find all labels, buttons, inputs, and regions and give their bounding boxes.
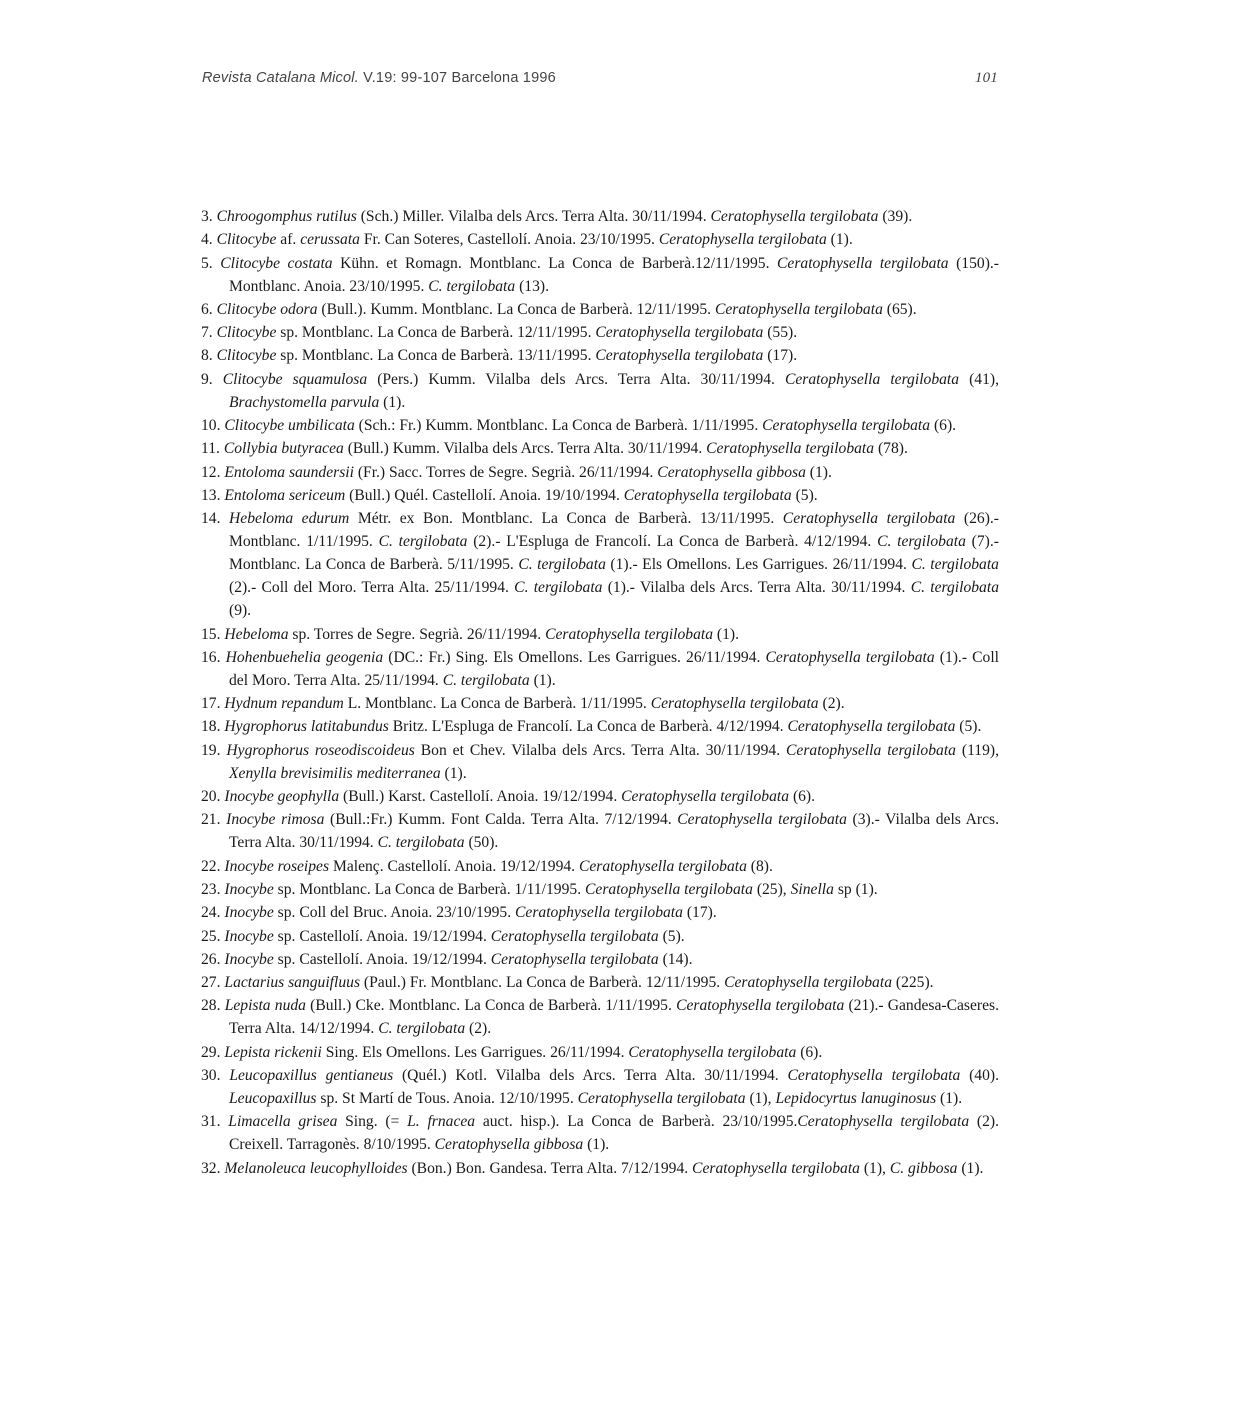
taxon-name: Inocybe geophylla <box>224 788 340 806</box>
list-item <box>201 1064 999 1110</box>
taxon-name: C. tergilobata <box>378 533 468 551</box>
taxon-name: Ceratophysella tergilobata <box>787 718 956 736</box>
taxon-name: C. tergilobata <box>518 556 606 574</box>
page-number: 101 <box>974 70 998 86</box>
taxon-name: L. frnacea <box>407 1113 476 1131</box>
taxon-name: Clitocybe <box>216 324 277 342</box>
taxon-name: Ceratophysella tergilobata <box>676 997 845 1015</box>
taxon-name: C. tergilobata <box>378 1020 466 1038</box>
taxon-name: Ceratophysella tergilobata <box>658 231 827 249</box>
taxon-name: Hebeloma <box>224 625 289 643</box>
list-item <box>201 205 999 228</box>
entry-text: (6). <box>930 417 957 435</box>
entry-text: (39). <box>878 208 913 225</box>
taxon-name: Ceratophysella tergilobata <box>628 1043 797 1061</box>
taxon-name: Ceratophysella tergilobata <box>797 1113 970 1131</box>
list-item <box>201 715 999 738</box>
list-item <box>201 321 999 344</box>
entry-text: Sing. (= <box>337 1113 408 1131</box>
entry-text: (1).- Coll del Moro. Terra Alta. 25/11/1994. <box>229 648 999 689</box>
taxon-name: Ceratophysella tergilobata <box>515 904 683 922</box>
entry-text: (9). <box>229 602 252 620</box>
entry-text: (25), <box>752 880 791 898</box>
entry-number: 21. <box>201 811 221 829</box>
taxon-name: Ceratophysella tergilobata <box>765 648 935 666</box>
list-item <box>201 808 999 854</box>
entry-text: (Quél.) Kotl. Vilalba dels Arcs. Terra Alta. 30/11/1994. <box>393 1067 788 1085</box>
entry-text: (Bull.) Karst. Castellolí. Anoia. 19/12/1994. <box>339 788 622 806</box>
taxon-name: Clitocybe <box>216 231 277 249</box>
entry-number: 16. <box>201 648 221 666</box>
list-item <box>201 948 999 971</box>
taxon-name: Inocybe roseipes <box>224 857 330 875</box>
list-item <box>201 1157 999 1180</box>
entry-text: (1). <box>957 1159 984 1177</box>
entry-text: (14). <box>658 950 693 968</box>
entry-number: 5. <box>201 254 213 272</box>
taxon-name: Ceratophysella tergilobata <box>677 811 847 829</box>
taxon-name: Brachystomella parvula <box>229 393 380 411</box>
entry-text: (1). <box>936 1090 963 1108</box>
taxon-name: Ceratophysella tergilobata <box>623 486 792 504</box>
entry-text: (55). <box>763 324 798 342</box>
entry-number: 26. <box>201 950 221 968</box>
taxon-name: Sinella <box>790 880 834 898</box>
taxon-name: Clitocybe <box>216 347 277 365</box>
entry-text: (17). <box>763 347 798 365</box>
list-item <box>201 623 999 646</box>
entry-text: (Paul.) Fr. Montblanc. La Conca de Barberà. 12/11/1995. <box>360 974 725 992</box>
taxon-name: Leucopaxillus gentianeus <box>229 1067 394 1085</box>
entry-text: af. <box>276 231 301 249</box>
entry-number: 24. <box>201 904 221 922</box>
entry-text: (150).- Montblanc. Anoia. 23/10/1995. <box>229 254 999 295</box>
taxon-name: Ceratophysella tergilobata <box>777 254 949 272</box>
entry-text: (1). <box>805 463 832 481</box>
taxon-name: Inocybe rimosa <box>226 811 325 829</box>
taxon-name: Ceratophysella tergilobata <box>782 510 956 528</box>
entry-text: (5). <box>955 718 982 736</box>
entry-number: 7. <box>201 324 213 342</box>
entry-number: 6. <box>201 300 213 318</box>
entry-text: (17). <box>682 904 717 922</box>
entry-text: (1). <box>713 625 740 643</box>
entry-text: sp. Castellolí. Anoia. 19/12/1994. <box>273 950 491 968</box>
entry-text: (41), <box>959 370 999 388</box>
entry-text: (50). <box>464 834 499 852</box>
taxon-name: Ceratophysella tergilobata <box>650 695 819 713</box>
list-item <box>201 994 999 1040</box>
list-item <box>201 855 999 878</box>
entry-text: Britz. L'Espluga de Francolí. La Conca de Barberà. 4/12/1994. <box>388 718 788 736</box>
entry-text: (78). <box>874 440 908 458</box>
entry-text: (1).- Vilalba dels Arcs. Terra Alta. 30/11/1994. <box>602 579 911 597</box>
taxon-name: Inocybe <box>224 880 274 898</box>
entry-text: (3).- Vilalba dels Arcs. Terra Alta. 30/11/1994. <box>229 811 999 852</box>
entry-text: (Fr.) Sacc. Torres de Segre. Segrià. 26/11/1994. <box>353 463 658 481</box>
entry-text: (13). <box>515 277 549 295</box>
list-item <box>201 461 999 484</box>
volume-info: V.19: 99-107 Barcelona 1996 <box>363 70 556 86</box>
entry-text: (Pers.) Kumm. Vilalba dels Arcs. Terra Alta. 30/11/1994. <box>367 370 785 388</box>
entry-number: 13. <box>201 486 221 504</box>
entry-text: (Bull.) Kumm. Vilalba dels Arcs. Terra Alta. 30/11/1994. <box>343 440 707 458</box>
taxon-name: Hohenbuehelia geogenia <box>225 648 384 666</box>
entry-number: 3. <box>201 208 213 225</box>
taxon-name: Inocybe <box>224 927 274 945</box>
taxon-name: C. tergilobata <box>514 579 603 597</box>
entry-text: sp. Coll del Bruc. Anoia. 23/10/1995. <box>273 904 516 922</box>
taxon-name: Ceratophysella tergilobata <box>762 417 931 435</box>
taxon-name: Clitocybe squamulosa <box>222 370 368 388</box>
entry-text: Malenç. Castellolí. Anoia. 19/12/1994. <box>329 857 579 875</box>
taxon-name: Lepidocyrtus lanuginosus <box>775 1090 937 1108</box>
entry-text: (21).- Gandesa-Caseres. Terra Alta. 14/12/1994. <box>229 997 999 1038</box>
taxon-name: Clitocybe costata <box>220 254 333 272</box>
entry-number: 19. <box>201 741 221 759</box>
entry-text: (2).- L'Espluga de Francolí. La Conca de Barberà. 4/12/1994. <box>467 533 878 551</box>
taxon-name: Ceratophysella tergilobata <box>490 927 659 945</box>
entry-text: (6). <box>796 1043 823 1061</box>
list-item <box>201 1041 999 1064</box>
taxon-name: Ceratophysella tergilobata <box>585 880 753 898</box>
entry-text: Fr. Can Soteres, Castellolí. Anoia. 23/10/1995. <box>359 231 659 249</box>
entry-text: sp. Castellolí. Anoia. 19/12/1994. <box>273 927 491 945</box>
taxon-name: Ceratophysella tergilobata <box>714 300 883 318</box>
entry-text: L. Montblanc. La Conca de Barberà. 1/11/1995. <box>343 695 651 713</box>
entry-text: (Bull.) Cke. Montblanc. La Conca de Barberà. 1/11/1995. <box>305 997 677 1015</box>
taxon-name: Limacella grisea <box>228 1113 338 1131</box>
taxon-name: Hygrophorus roseodiscoideus <box>226 741 415 759</box>
taxon-name: Ceratophysella tergilobata <box>595 324 764 342</box>
entry-text: sp. Montblanc. La Conca de Barberà. 12/11/1995. <box>276 324 596 342</box>
taxon-name: Xenylla brevisimilis mediterranea <box>229 764 441 782</box>
list-item <box>201 785 999 808</box>
taxon-name: cerussata <box>300 231 360 249</box>
taxon-name: Ceratophysella gibbosa <box>434 1136 584 1154</box>
entry-number: 4. <box>201 231 213 249</box>
list-item <box>201 414 999 437</box>
taxon-name: Ceratophysella tergilobata <box>577 1090 746 1108</box>
list-item <box>201 437 999 460</box>
taxon-name: Ceratophysella tergilobata <box>724 974 892 992</box>
entry-text: Kühn. et Romagn. Montblanc. La Conca de Barberà.12/11/1995. <box>332 254 778 272</box>
taxon-name: Ceratophysella tergilobata <box>621 788 790 806</box>
list-item <box>201 368 999 414</box>
entry-text: (1). <box>826 231 853 249</box>
entry-number: 18. <box>201 718 221 736</box>
entry-text: (1). <box>379 393 406 411</box>
entry-text: (119), <box>955 741 999 759</box>
list-item <box>201 484 999 507</box>
taxon-name: Ceratophysella tergilobata <box>706 440 875 458</box>
entry-text: (26).- Montblanc. 1/11/1995. <box>229 510 999 551</box>
taxon-name: Lactarius sanguifluus <box>224 974 361 992</box>
entry-text: (8). <box>746 857 773 875</box>
list-item <box>201 739 999 785</box>
taxon-name: Ceratophysella gibbosa <box>657 463 806 481</box>
entry-number: 28. <box>201 997 221 1015</box>
taxon-name: Hydnum repandum <box>224 695 344 713</box>
entry-text: (1), <box>859 1159 890 1177</box>
entry-text: (7).- Montblanc. La Conca de Barberà. 5/11/1995. <box>229 533 999 574</box>
entry-number: 32. <box>201 1159 221 1177</box>
taxon-name: Ceratophysella tergilobata <box>578 857 747 875</box>
entry-number: 30. <box>201 1067 221 1085</box>
list-item <box>201 252 999 298</box>
entry-number: 25. <box>201 927 221 945</box>
taxon-name: Ceratophysella tergilobata <box>786 741 956 759</box>
entry-text: auct. hisp.). La Conca de Barberà. 23/10/1995. <box>475 1113 798 1131</box>
entry-text: (DC.: Fr.) Sing. Els Omellons. Les Garrigues. 26/11/1994. <box>383 648 766 666</box>
entry-text: (40). <box>960 1067 999 1085</box>
entry-number: 12. <box>201 463 221 481</box>
taxon-name: C. tergilobata <box>442 671 530 689</box>
taxon-name: Ceratophysella tergilobata <box>784 370 960 388</box>
list-item <box>201 298 999 321</box>
taxon-name: Clitocybe umbilicata <box>224 417 355 435</box>
entry-text: (6). <box>789 788 816 806</box>
list-item <box>201 692 999 715</box>
entry-text: sp. St Martí de Tous. Anoia. 12/10/1995. <box>316 1090 578 1108</box>
list-item <box>201 971 999 994</box>
taxon-name: Lepista nuda <box>224 997 306 1015</box>
entry-number: 15. <box>201 625 221 643</box>
journal-title: Revista Catalana Micol. <box>202 70 359 86</box>
taxon-name: C. tergilobata <box>910 579 999 597</box>
list-item <box>201 344 999 367</box>
taxon-name: Inocybe <box>224 904 274 922</box>
entry-text: (Bull.). Kumm. Montblanc. La Conca de Barberà. 12/11/1995. <box>317 300 715 318</box>
taxon-name: Ceratophysella tergilobata <box>787 1067 961 1085</box>
taxon-name: Ceratophysella tergilobata <box>710 208 879 225</box>
entry-text: (5). <box>791 486 818 504</box>
list-item <box>201 1110 999 1156</box>
taxon-name: Hebeloma edurum <box>229 510 350 528</box>
taxon-name: Hygrophorus latitabundus <box>224 718 389 736</box>
species-list <box>201 205 999 1180</box>
entry-text: (2).- Coll del Moro. Terra Alta. 25/11/1994. <box>229 579 515 597</box>
taxon-name: Inocybe <box>224 950 274 968</box>
taxon-name: C. gibbosa <box>889 1159 958 1177</box>
entry-text: (2). Creixell. Tarragonès. 8/10/1995. <box>229 1113 999 1154</box>
taxon-name: Ceratophysella tergilobata <box>545 625 714 643</box>
entry-text: sp. Torres de Segre. Segrià. 26/11/1994. <box>288 625 546 643</box>
list-item <box>201 901 999 924</box>
entry-text: (1).- Els Omellons. Les Garrigues. 26/11/1994. <box>605 556 912 574</box>
entry-number: 17. <box>201 695 221 713</box>
entry-text: Sing. Els Omellons. Les Garrigues. 26/11/1994. <box>321 1043 629 1061</box>
taxon-name: Collybia butyracea <box>223 440 344 458</box>
taxon-name: Entoloma saundersii <box>224 463 354 481</box>
list-item <box>201 228 999 251</box>
taxon-name: C. tergilobata <box>377 834 465 852</box>
entry-text: sp (1). <box>833 880 878 898</box>
taxon-name: Ceratophysella tergilobata <box>692 1159 860 1177</box>
taxon-name: Chroogomphus rutilus <box>216 208 357 225</box>
list-item <box>201 646 999 692</box>
list-item <box>201 925 999 948</box>
entry-number: 9. <box>201 370 213 388</box>
entry-text: (Bull.) Quél. Castellolí. Anoia. 19/10/1994. <box>345 486 624 504</box>
taxon-name: Lepista rickenii <box>224 1043 322 1061</box>
entry-text: (1). <box>529 671 556 689</box>
entry-text: (Bon.) Bon. Gandesa. Terra Alta. 7/12/1994. <box>407 1159 693 1177</box>
entry-number: 20. <box>201 788 221 806</box>
entry-text: sp. Montblanc. La Conca de Barberà. 13/11/1995. <box>276 347 596 365</box>
entry-text: Métr. ex Bon. Montblanc. La Conca de Barberà. 13/11/1995. <box>349 510 783 528</box>
entry-text: (Bull.:Fr.) Kumm. Font Calda. Terra Alta. 7/12/1994. <box>324 811 678 829</box>
entry-text: (65). <box>882 300 917 318</box>
entry-text: (2). <box>818 695 845 713</box>
entry-number: 11. <box>201 440 220 458</box>
taxon-name: Leucopaxillus <box>229 1090 317 1108</box>
taxon-name: Clitocybe odora <box>216 300 318 318</box>
taxon-name: C. tergilobata <box>877 533 966 551</box>
entry-text: (Sch.: Fr.) Kumm. Montblanc. La Conca de Barberà. 1/11/1995. <box>354 417 763 435</box>
list-item <box>201 878 999 901</box>
entry-text: (2). <box>465 1020 492 1038</box>
list-item <box>201 507 999 622</box>
entry-number: 23. <box>201 880 221 898</box>
entry-text: (5). <box>658 927 685 945</box>
entry-number: 29. <box>201 1043 221 1061</box>
taxon-name: Melanoleuca leucophylloides <box>224 1159 408 1177</box>
entry-number: 22. <box>201 857 221 875</box>
taxon-name: C. tergilobata <box>911 556 999 574</box>
entry-number: 14. <box>201 510 221 528</box>
entry-number: 10. <box>201 417 221 435</box>
taxon-name: Ceratophysella tergilobata <box>595 347 764 365</box>
entry-text: (225). <box>892 974 934 992</box>
entry-text: (1), <box>745 1090 776 1108</box>
entry-text: (1). <box>440 764 467 782</box>
taxon-name: C. tergilobata <box>428 277 516 295</box>
entry-text: (Sch.) Miller. Vilalba dels Arcs. Terra Alta. 30/11/1994. <box>356 208 711 225</box>
entry-text: sp. Montblanc. La Conca de Barberà. 1/11/1995. <box>273 880 585 898</box>
entry-text: (1). <box>583 1136 610 1154</box>
entry-number: 31. <box>201 1113 221 1131</box>
taxon-name: Entoloma sericeum <box>224 486 346 504</box>
taxon-name: Ceratophysella tergilobata <box>490 950 659 968</box>
entry-number: 27. <box>201 974 221 992</box>
entry-number: 8. <box>201 347 213 365</box>
running-head <box>202 70 998 86</box>
entry-text: Bon et Chev. Vilalba dels Arcs. Terra Alta. 30/11/1994. <box>414 741 787 759</box>
